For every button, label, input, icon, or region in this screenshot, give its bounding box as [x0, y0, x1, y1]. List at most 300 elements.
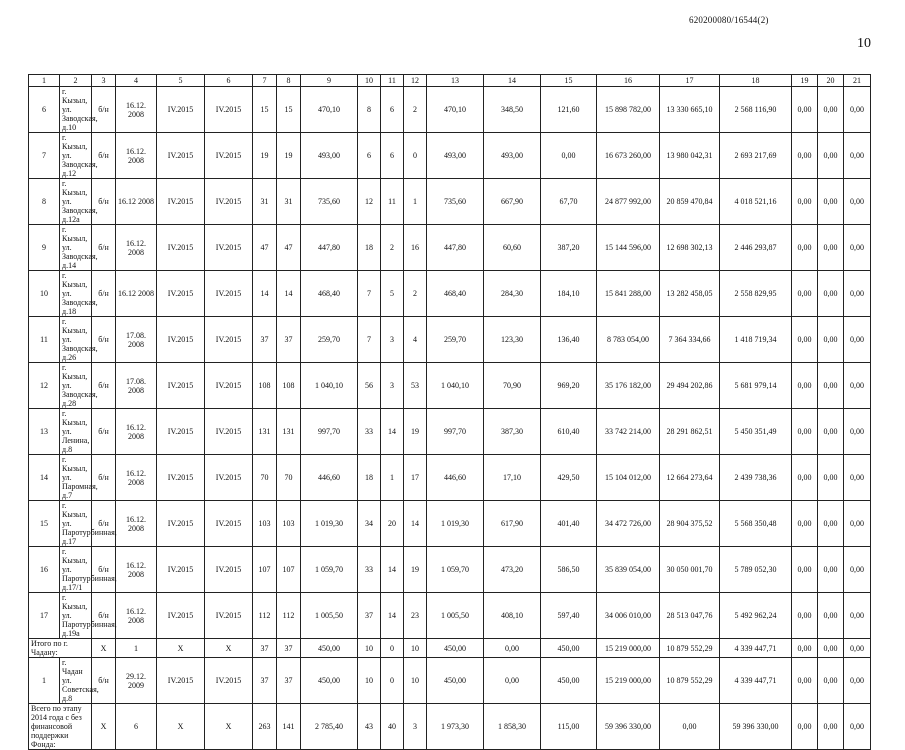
- table-cell: 108: [253, 363, 277, 409]
- table-cell: 0,00: [844, 704, 871, 750]
- table-cell: 30 050 001,70: [660, 547, 720, 593]
- table-cell: 0,00: [818, 547, 844, 593]
- table-cell: 37: [253, 317, 277, 363]
- table-cell: IV.2015: [157, 133, 205, 179]
- column-header: 6: [205, 75, 253, 87]
- table-cell: 1 040,10: [427, 363, 484, 409]
- table-cell: 0,00: [792, 704, 818, 750]
- address-cell: г. Кызыл, ул. Заводская, д.18: [60, 271, 92, 317]
- table-cell: IV.2015: [205, 271, 253, 317]
- table-cell: IV.2015: [205, 501, 253, 547]
- table-cell: 6: [116, 704, 157, 750]
- table-row: [29, 593, 871, 639]
- table-cell: 0,00: [844, 593, 871, 639]
- table-cell: 2 558 829,95: [720, 271, 792, 317]
- column-number-row: [29, 75, 871, 87]
- table-cell: 446,60: [301, 455, 358, 501]
- table-cell: 450,00: [541, 639, 597, 658]
- table-cell: 0,00: [792, 363, 818, 409]
- table-cell: 14: [404, 501, 427, 547]
- table-cell: 37: [358, 593, 381, 639]
- table-cell: 10: [29, 271, 60, 317]
- table-cell: 18: [358, 225, 381, 271]
- table-cell: 0,00: [818, 133, 844, 179]
- table-cell: 15 898 782,00: [597, 87, 660, 133]
- table-cell: 470,10: [301, 87, 358, 133]
- table-cell: X: [205, 704, 253, 750]
- table-row: [29, 179, 871, 225]
- table-cell: 15: [29, 501, 60, 547]
- table-cell: 3: [381, 363, 404, 409]
- table-body: [29, 75, 871, 750]
- table-cell: 7 364 334,66: [660, 317, 720, 363]
- table-cell: IV.2015: [205, 87, 253, 133]
- table-cell: 0,00: [818, 501, 844, 547]
- table-cell: 450,00: [427, 658, 484, 704]
- table-cell: 16.12. 2008: [116, 409, 157, 455]
- table-cell: 447,80: [427, 225, 484, 271]
- table-cell: 0,00: [844, 225, 871, 271]
- table-cell: 16 673 260,00: [597, 133, 660, 179]
- table-cell: 0,00: [792, 271, 818, 317]
- table-cell: IV.2015: [157, 179, 205, 225]
- table-cell: б/н: [92, 409, 116, 455]
- table-cell: 13 330 665,10: [660, 87, 720, 133]
- table-cell: 450,00: [301, 658, 358, 704]
- table-cell: 56: [358, 363, 381, 409]
- table-cell: 17.08. 2008: [116, 363, 157, 409]
- table-cell: 23: [404, 593, 427, 639]
- table-cell: 14: [277, 271, 301, 317]
- table-cell: IV.2015: [157, 501, 205, 547]
- table-cell: 47: [277, 225, 301, 271]
- table-cell: IV.2015: [157, 271, 205, 317]
- table-row: [29, 271, 871, 317]
- table-row: [29, 363, 871, 409]
- table-cell: 2 568 116,90: [720, 87, 792, 133]
- table-cell: 1 005,50: [301, 593, 358, 639]
- table-cell: 17.08. 2008: [116, 317, 157, 363]
- table-cell: 0,00: [818, 639, 844, 658]
- table-cell: IV.2015: [205, 179, 253, 225]
- table-cell: 0,00: [844, 87, 871, 133]
- table-cell: 18: [358, 455, 381, 501]
- column-header: 5: [157, 75, 205, 87]
- table-cell: 0,00: [541, 133, 597, 179]
- table-cell: 4: [404, 317, 427, 363]
- column-header: 9: [301, 75, 358, 87]
- table-cell: 0,00: [844, 547, 871, 593]
- table-cell: 1 040,10: [301, 363, 358, 409]
- column-header: 13: [427, 75, 484, 87]
- table-cell: 33 742 214,00: [597, 409, 660, 455]
- address-cell: г. Кызыл, ул. Заводская, д.14: [60, 225, 92, 271]
- table-cell: 16.12. 2008: [116, 225, 157, 271]
- table-cell: 10: [358, 658, 381, 704]
- table-cell: 16.12. 2008: [116, 501, 157, 547]
- table-cell: 6: [29, 87, 60, 133]
- table-cell: 284,30: [484, 271, 541, 317]
- table-cell: б/н: [92, 87, 116, 133]
- table-cell: 19: [404, 547, 427, 593]
- table-cell: 67,70: [541, 179, 597, 225]
- table-cell: 5 450 351,49: [720, 409, 792, 455]
- table-cell: 450,00: [301, 639, 358, 658]
- subtotal-row: [29, 639, 871, 658]
- table-cell: 0,00: [844, 658, 871, 704]
- column-header: 4: [116, 75, 157, 87]
- table-cell: 0,00: [818, 704, 844, 750]
- table-cell: 0,00: [844, 179, 871, 225]
- table-cell: 31: [253, 179, 277, 225]
- table-cell: 0,00: [844, 639, 871, 658]
- table-cell: IV.2015: [157, 455, 205, 501]
- table-cell: 15 104 012,00: [597, 455, 660, 501]
- table-row: [29, 455, 871, 501]
- table-cell: 131: [277, 409, 301, 455]
- address-cell: г. Чадан ул. Советская, д.8: [60, 658, 92, 704]
- address-cell: г. Кызыл, ул. Заводская, д.26: [60, 317, 92, 363]
- table-cell: 15: [253, 87, 277, 133]
- column-header: 11: [381, 75, 404, 87]
- address-cell: г. Кызыл, ул. Заводская, д.10: [60, 87, 92, 133]
- table-cell: 1 059,70: [301, 547, 358, 593]
- table-cell: 19: [253, 133, 277, 179]
- table-cell: 10: [404, 658, 427, 704]
- table-row: [29, 225, 871, 271]
- table-cell: 10: [404, 639, 427, 658]
- table-cell: 0,00: [818, 179, 844, 225]
- table-cell: 1 059,70: [427, 547, 484, 593]
- table-cell: 263: [253, 704, 277, 750]
- table-cell: 29.12. 2009: [116, 658, 157, 704]
- table-row: [29, 501, 871, 547]
- table-cell: 2 785,40: [301, 704, 358, 750]
- table-cell: IV.2015: [157, 409, 205, 455]
- table-cell: 37: [253, 658, 277, 704]
- table-cell: 10 879 552,29: [660, 639, 720, 658]
- table-cell: 0,00: [818, 271, 844, 317]
- document-id: 620200080/16544(2): [689, 15, 769, 25]
- table-cell: 7: [358, 317, 381, 363]
- table-cell: 14: [29, 455, 60, 501]
- table-cell: 1 973,30: [427, 704, 484, 750]
- address-cell: г. Кызыл, ул. Паротурбинная, д.17: [60, 501, 92, 547]
- table-cell: 7: [358, 271, 381, 317]
- table-cell: IV.2015: [157, 225, 205, 271]
- table-cell: 447,80: [301, 225, 358, 271]
- column-header: 2: [60, 75, 92, 87]
- table-cell: 37: [277, 317, 301, 363]
- table-cell: 24 877 992,00: [597, 179, 660, 225]
- column-header: 1: [29, 75, 60, 87]
- table-cell: 0,00: [792, 133, 818, 179]
- table-cell: 15: [277, 87, 301, 133]
- column-header: 14: [484, 75, 541, 87]
- table-cell: 12 698 302,13: [660, 225, 720, 271]
- table-cell: 586,50: [541, 547, 597, 593]
- table-cell: 15 219 000,00: [597, 658, 660, 704]
- table-cell: 667,90: [484, 179, 541, 225]
- table-cell: 3: [404, 704, 427, 750]
- table-cell: 28 904 375,52: [660, 501, 720, 547]
- table-cell: 15 841 288,00: [597, 271, 660, 317]
- table-cell: б/н: [92, 593, 116, 639]
- table-cell: 1 019,30: [301, 501, 358, 547]
- table-row: [29, 317, 871, 363]
- table-cell: 0,00: [818, 409, 844, 455]
- table-cell: 16.12. 2008: [116, 593, 157, 639]
- table-cell: 16.12. 2008: [116, 547, 157, 593]
- table-cell: IV.2015: [205, 133, 253, 179]
- table-cell: 131: [253, 409, 277, 455]
- table-cell: 123,30: [484, 317, 541, 363]
- table-cell: 16.12. 2008: [116, 87, 157, 133]
- table-cell: 473,20: [484, 547, 541, 593]
- table-cell: IV.2015: [205, 593, 253, 639]
- table-cell: X: [205, 639, 253, 658]
- table-cell: б/н: [92, 501, 116, 547]
- table-cell: 8 783 054,00: [597, 317, 660, 363]
- table-cell: 34: [358, 501, 381, 547]
- table-cell: 0,00: [792, 87, 818, 133]
- table-cell: 0,00: [792, 317, 818, 363]
- table-cell: 597,40: [541, 593, 597, 639]
- table-cell: 2: [404, 271, 427, 317]
- table-cell: 16: [29, 547, 60, 593]
- column-header: 10: [358, 75, 381, 87]
- table-cell: 259,70: [427, 317, 484, 363]
- table-cell: 0,00: [818, 363, 844, 409]
- table-cell: 103: [277, 501, 301, 547]
- column-header: 21: [844, 75, 871, 87]
- table-cell: IV.2015: [205, 225, 253, 271]
- table-cell: X: [92, 704, 116, 750]
- table-cell: 15 219 000,00: [597, 639, 660, 658]
- table-cell: 6: [381, 133, 404, 179]
- table-cell: 15 144 596,00: [597, 225, 660, 271]
- table-cell: 610,40: [541, 409, 597, 455]
- table-cell: IV.2015: [205, 455, 253, 501]
- table-cell: 13: [29, 409, 60, 455]
- table-cell: 6: [381, 87, 404, 133]
- table-cell: 70: [277, 455, 301, 501]
- table-cell: 468,40: [301, 271, 358, 317]
- table-cell: 37: [277, 639, 301, 658]
- table-cell: б/н: [92, 455, 116, 501]
- table-row: [29, 658, 871, 704]
- table-cell: 47: [253, 225, 277, 271]
- table-cell: 20: [381, 501, 404, 547]
- address-cell: г. Кызыл, ул. Паротурбинная, д.17/1: [60, 547, 92, 593]
- table-cell: б/н: [92, 317, 116, 363]
- table-cell: 35 176 182,00: [597, 363, 660, 409]
- address-cell: г. Кызыл, ул. Заводская, д.12а: [60, 179, 92, 225]
- table-cell: 16.12 2008: [116, 271, 157, 317]
- table-cell: 12: [358, 179, 381, 225]
- table-cell: 5 568 350,48: [720, 501, 792, 547]
- table-cell: 34 006 010,00: [597, 593, 660, 639]
- table-cell: IV.2015: [205, 409, 253, 455]
- table-cell: 0,00: [484, 658, 541, 704]
- table-cell: 969,20: [541, 363, 597, 409]
- address-cell: г. Кызыл, ул. Заводская, д.28: [60, 363, 92, 409]
- table-cell: 8: [29, 179, 60, 225]
- table-cell: 19: [277, 133, 301, 179]
- table-cell: 14: [381, 547, 404, 593]
- table-cell: б/н: [92, 225, 116, 271]
- table-cell: 387,20: [541, 225, 597, 271]
- table-cell: 31: [277, 179, 301, 225]
- table-row: [29, 547, 871, 593]
- table-cell: 0,00: [844, 271, 871, 317]
- table-cell: 0,00: [818, 225, 844, 271]
- table-cell: 0,00: [792, 639, 818, 658]
- table-cell: 997,70: [427, 409, 484, 455]
- table-cell: IV.2015: [157, 363, 205, 409]
- grand-total-row: [29, 704, 871, 750]
- table-cell: IV.2015: [157, 317, 205, 363]
- table-cell: 1: [404, 179, 427, 225]
- table-cell: 2: [404, 87, 427, 133]
- table-cell: 493,00: [427, 133, 484, 179]
- table-cell: 450,00: [427, 639, 484, 658]
- table-cell: 0,00: [818, 317, 844, 363]
- table-cell: IV.2015: [157, 593, 205, 639]
- column-header: 12: [404, 75, 427, 87]
- column-header: 16: [597, 75, 660, 87]
- table-cell: 17,10: [484, 455, 541, 501]
- table-cell: 3: [381, 317, 404, 363]
- table-cell: 35 839 054,00: [597, 547, 660, 593]
- page-number: 10: [857, 36, 871, 51]
- table-cell: 0,00: [844, 501, 871, 547]
- table-cell: 60,60: [484, 225, 541, 271]
- table-cell: 0,00: [844, 409, 871, 455]
- table-cell: 0,00: [792, 658, 818, 704]
- table-cell: 14: [253, 271, 277, 317]
- table-cell: 12: [29, 363, 60, 409]
- table-row: [29, 133, 871, 179]
- table-cell: 17: [29, 593, 60, 639]
- table-cell: 7: [29, 133, 60, 179]
- table-cell: 4 339 447,71: [720, 639, 792, 658]
- housing-data-table: [28, 74, 871, 750]
- table-cell: 17: [404, 455, 427, 501]
- table-cell: 0: [381, 658, 404, 704]
- table-cell: IV.2015: [157, 547, 205, 593]
- table-cell: IV.2015: [205, 317, 253, 363]
- table-cell: 0,00: [844, 455, 871, 501]
- table-cell: 401,40: [541, 501, 597, 547]
- table-cell: 470,10: [427, 87, 484, 133]
- table-cell: 617,90: [484, 501, 541, 547]
- table-cell: 33: [358, 409, 381, 455]
- table-cell: 5 492 962,24: [720, 593, 792, 639]
- table-cell: 1: [29, 658, 60, 704]
- table-cell: 0: [404, 133, 427, 179]
- table-cell: 16.12. 2008: [116, 455, 157, 501]
- table-cell: 107: [253, 547, 277, 593]
- table-cell: 10 879 552,29: [660, 658, 720, 704]
- grand-total-label: Всего по этапу 2014 года с без финансовой поддержки Фонда:: [29, 704, 92, 750]
- table-cell: 14: [381, 409, 404, 455]
- table-cell: 141: [277, 704, 301, 750]
- table-cell: 0,00: [792, 225, 818, 271]
- table-cell: 108: [277, 363, 301, 409]
- table-cell: 0,00: [792, 547, 818, 593]
- table-cell: 16: [404, 225, 427, 271]
- table-row: [29, 409, 871, 455]
- table-cell: 0,00: [818, 455, 844, 501]
- table-cell: б/н: [92, 547, 116, 593]
- table-cell: 6: [358, 133, 381, 179]
- table-cell: 13 282 458,05: [660, 271, 720, 317]
- column-header: 18: [720, 75, 792, 87]
- table-cell: 0,00: [818, 658, 844, 704]
- address-cell: г. Кызыл, ул. Заводская, д.12: [60, 133, 92, 179]
- table-cell: 43: [358, 704, 381, 750]
- table-cell: 997,70: [301, 409, 358, 455]
- table-cell: 20 859 470,84: [660, 179, 720, 225]
- table-cell: 446,60: [427, 455, 484, 501]
- table-cell: 16.12 2008: [116, 179, 157, 225]
- table-cell: 115,00: [541, 704, 597, 750]
- table-cell: 348,50: [484, 87, 541, 133]
- subtotal-label: Итого по г. Чадану:: [29, 639, 92, 658]
- table-row: [29, 87, 871, 133]
- table-cell: б/н: [92, 133, 116, 179]
- table-cell: 28 513 047,76: [660, 593, 720, 639]
- table-cell: 28 291 862,51: [660, 409, 720, 455]
- table-cell: 735,60: [427, 179, 484, 225]
- column-header: 7: [253, 75, 277, 87]
- table-cell: 1 005,50: [427, 593, 484, 639]
- table-cell: 0,00: [660, 704, 720, 750]
- table-cell: 59 396 330,00: [720, 704, 792, 750]
- table-cell: 0,00: [792, 593, 818, 639]
- table-cell: 5: [381, 271, 404, 317]
- table-cell: 4 339 447,71: [720, 658, 792, 704]
- column-header: 15: [541, 75, 597, 87]
- table-cell: б/н: [92, 271, 116, 317]
- table-cell: 19: [404, 409, 427, 455]
- table-cell: 2 693 217,69: [720, 133, 792, 179]
- table-cell: 5 789 052,30: [720, 547, 792, 593]
- table-cell: IV.2015: [205, 658, 253, 704]
- table-cell: 1 858,30: [484, 704, 541, 750]
- table-cell: 387,30: [484, 409, 541, 455]
- table-cell: 34 472 726,00: [597, 501, 660, 547]
- table-cell: 12 664 273,64: [660, 455, 720, 501]
- table-cell: 1: [381, 455, 404, 501]
- table-cell: 37: [253, 639, 277, 658]
- table-cell: 107: [277, 547, 301, 593]
- table-cell: 5 681 979,14: [720, 363, 792, 409]
- column-header: 20: [818, 75, 844, 87]
- table-cell: 112: [277, 593, 301, 639]
- table-cell: 0,00: [792, 409, 818, 455]
- table-cell: 0,00: [844, 317, 871, 363]
- table-cell: 1 019,30: [427, 501, 484, 547]
- table-cell: 408,10: [484, 593, 541, 639]
- table-cell: 11: [381, 179, 404, 225]
- table-cell: 0,00: [792, 455, 818, 501]
- address-cell: г. Кызыл, ул. Ленина, д.8: [60, 409, 92, 455]
- table-cell: 10: [358, 639, 381, 658]
- table-cell: 1 418 719,34: [720, 317, 792, 363]
- address-cell: г. Кызыл, ул. Паромная, д.7: [60, 455, 92, 501]
